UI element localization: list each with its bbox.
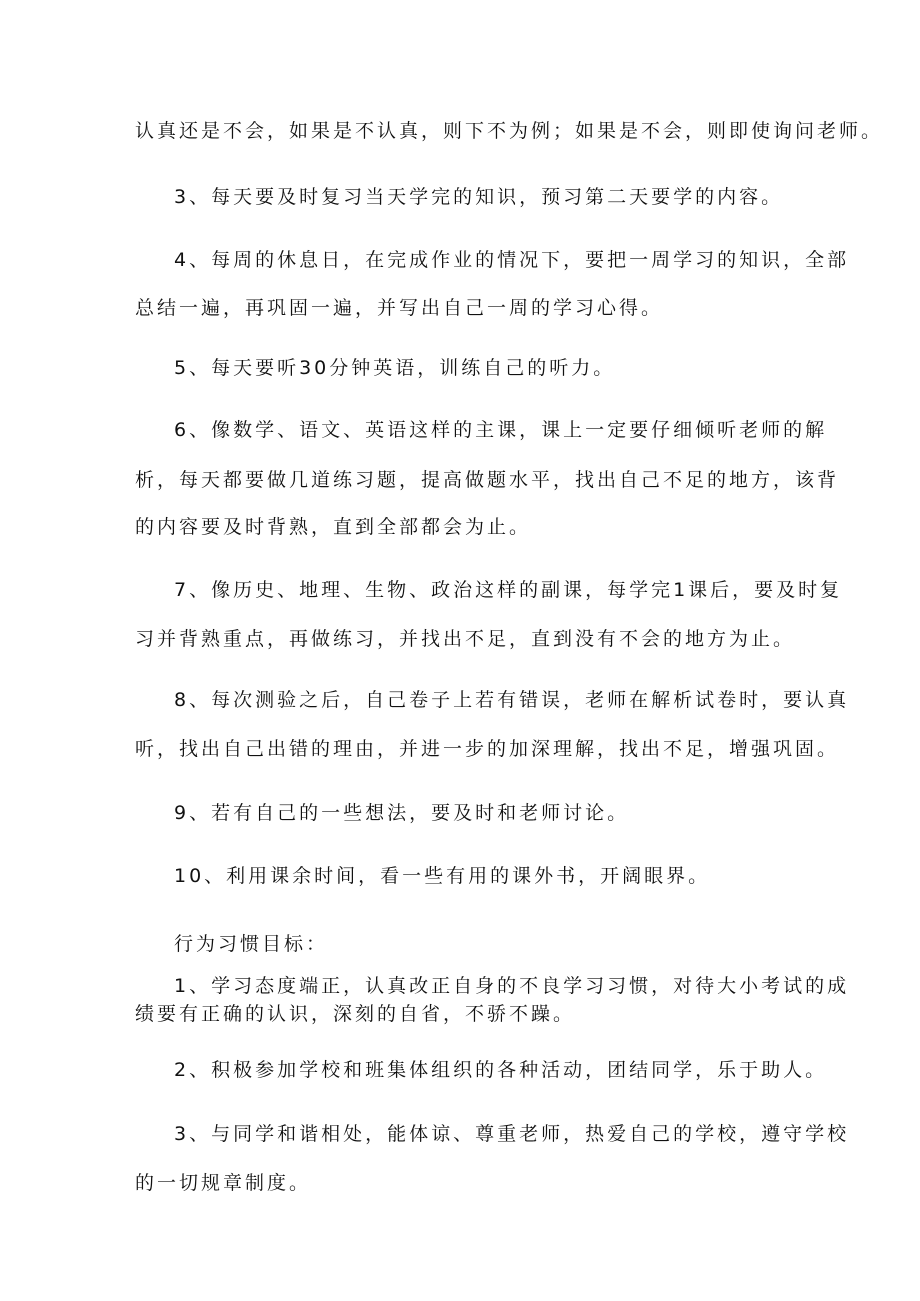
paragraph-line: 3、与同学和谐相处，能体谅、尊重老师，热爱自己的学校，遵守学校 [174, 1123, 850, 1145]
paragraph-line: 2、积极参加学校和班集体组织的各种活动，团结同学，乐于助人。 [174, 1059, 828, 1081]
paragraph-line: 的内容要及时背熟，直到全部都会为止。 [135, 516, 532, 538]
paragraph-line: 6、像数学、语文、英语这样的主课，课上一定要仔细倾听老师的解 [174, 419, 828, 441]
paragraph-line: 10、利用课余时间，看一些有用的课外书，开阔眼界。 [174, 865, 711, 887]
paragraph-line: 7、像历史、地理、生物、政治这样的副课，每学完1课后，要及时复 [174, 579, 843, 601]
paragraph-line: 5、每天要听30分钟英语，训练自己的听力。 [174, 357, 616, 379]
paragraph-line: 3、每天要及时复习当天学完的知识，预习第二天要学的内容。 [174, 186, 784, 208]
paragraph-line: 9、若有自己的一些想法，要及时和老师讨论。 [174, 802, 630, 824]
paragraph-line: 8、每次测验之后，自己卷子上若有错误，老师在解析试卷时，要认真 [174, 689, 850, 711]
paragraph-line: 认真还是不会，如果是不认真，则下不为例；如果是不会，则即使询问老师。 [135, 120, 884, 142]
paragraph-line: 习并背熟重点，再做练习，并找出不足，直到没有不会的地方为止。 [135, 628, 796, 650]
paragraph-line: 总结一遍，再巩固一遍，并写出自己一周的学习心得。 [135, 297, 664, 319]
paragraph-line: 1、学习态度端正，认真改正自身的不良学习习惯，对待大小考试的成 [174, 975, 850, 997]
paragraph-line: 析，每天都要做几道练习题，提高做题水平，找出自己不足的地方，该背 [135, 469, 840, 491]
paragraph-line: 绩要有正确的认识，深刻的自省，不骄不躁。 [135, 1003, 576, 1025]
section-heading: 行为习惯目标： [174, 933, 329, 955]
paragraph-line: 听，找出自己出错的理由，并进一步的加深理解，找出不足，增强巩固。 [135, 738, 840, 760]
paragraph-line: 4、每周的休息日，在完成作业的情况下，要把一周学习的知识，全部 [174, 249, 850, 271]
paragraph-line: 的一切规章制度。 [135, 1172, 312, 1194]
